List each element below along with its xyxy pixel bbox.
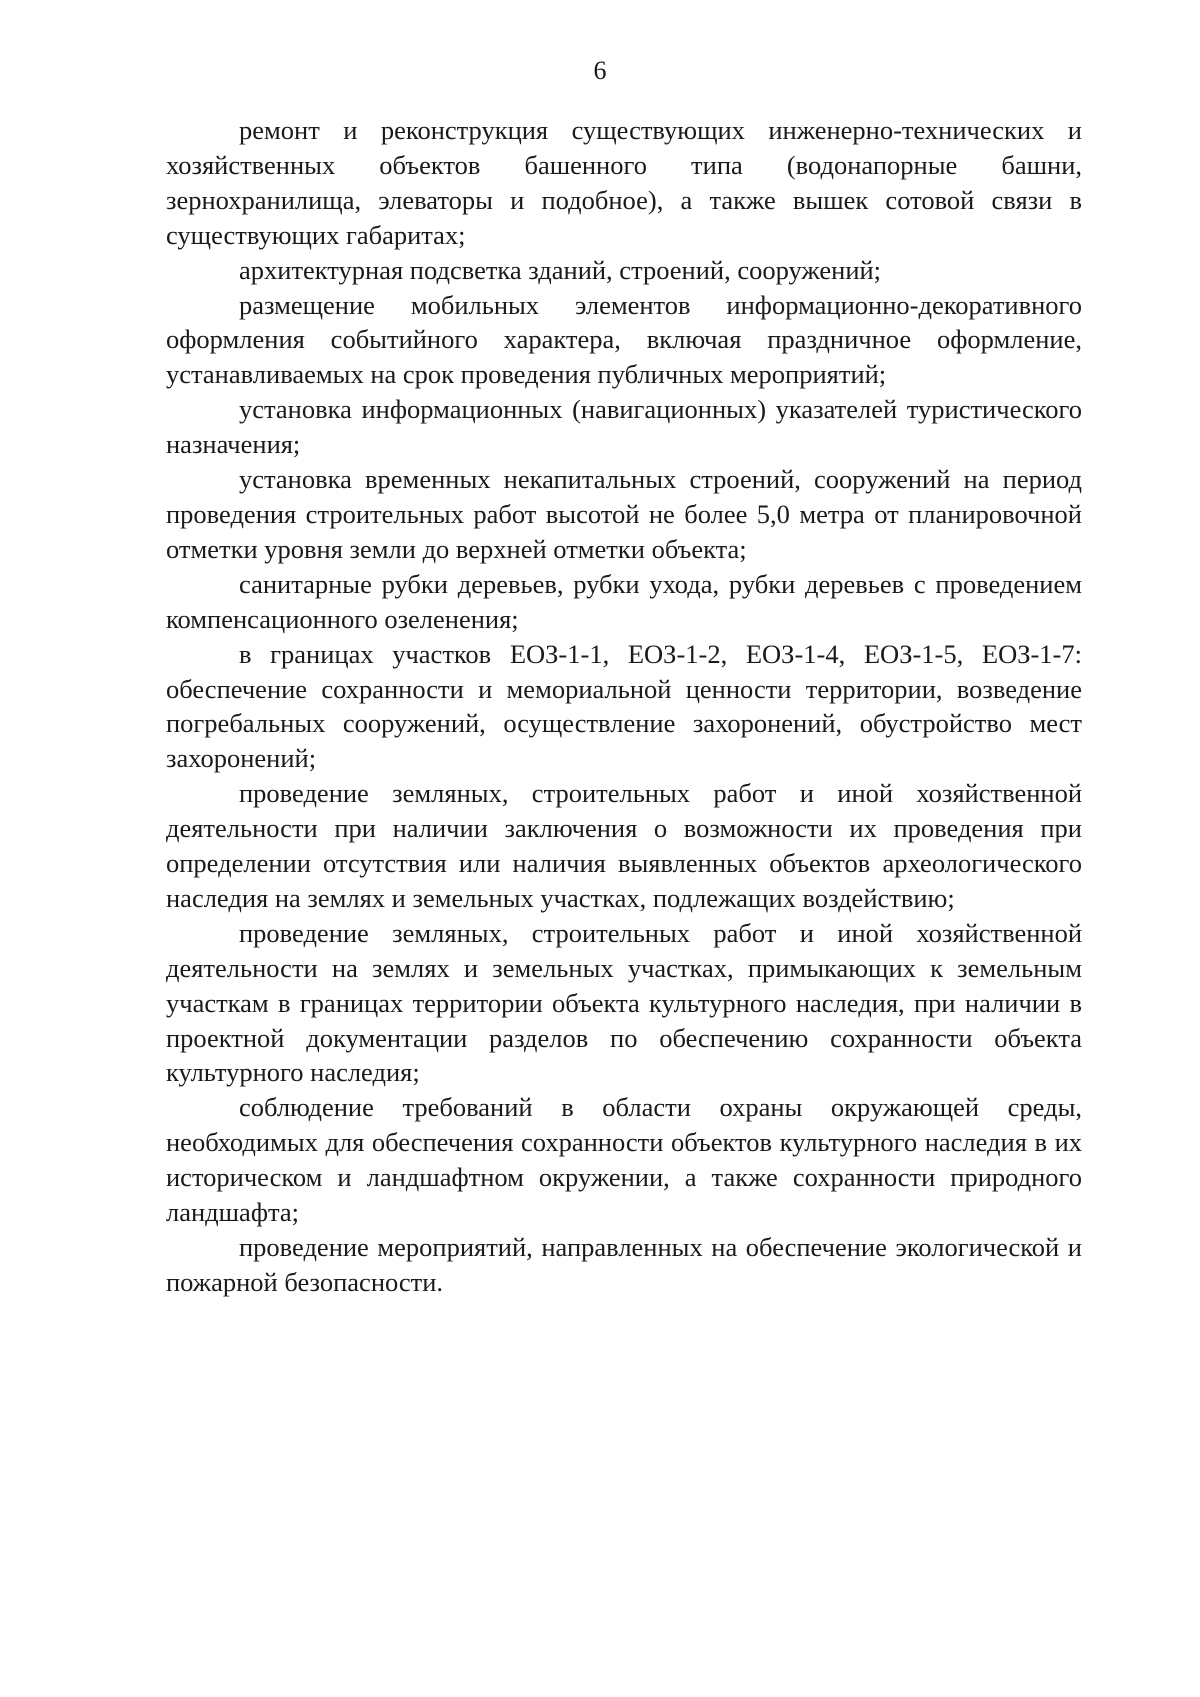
paragraph-archaeology-works: проведение земляных, строительных работ и иной хозяйственной деятельности при наличии заключения о возможности их проведения при определении отсутствия или наличия выявленных объектов археологического наследия на землях и земельных участках, подлежащих воздействию; — [166, 778, 1082, 913]
paragraph-safety-measures: проведение мероприятий, направленных на обеспечение экологической и пожарной безопасности. — [166, 1232, 1082, 1297]
paragraph-tower-repair: ремонт и реконструкция существующих инженерно-технических и хозяйственных объектов башенного типа (водонапорные башни, зернохранилища, элеваторы и подобное), а также вышек сотовой связи в существующих габаритах; — [166, 115, 1082, 250]
document-body — [166, 113, 1082, 1300]
paragraph-temporary-structures: установка временных некапитальных строений, сооружений на период проведения строительных работ высотой не более 5,0 метра от планировочной отметки уровня земли до верхней отметки объекта; — [166, 464, 1082, 564]
paragraph-burial-zones: в границах участков ЕОЗ-1-1, ЕОЗ-1-2, ЕОЗ-1-4, ЕОЗ-1-5, ЕОЗ-1-7: обеспечение сохранности и мемориальной ценности территории, возведение погребальных сооружений, осуществление захоронений, обустройство мест захоронений; — [166, 638, 1082, 774]
paragraph-environment-protection: соблюдение требований в области охраны окружающей среды, необходимых для обеспечения сохранности объектов культурного наследия в их историческом и ландшафтном окружении, а также сохранности природного ландшафта; — [166, 1092, 1082, 1228]
paragraph-sanitary-felling: санитарные рубки деревьев, рубки ухода, рубки деревьев с проведением компенсационного озеленения; — [166, 568, 1082, 634]
page-number: 6 — [593, 56, 607, 85]
paragraph-architectural-lighting: архитектурная подсветка зданий, строений, сооружений; — [239, 254, 882, 285]
paragraph-tourist-signs: установка информационных (навигационных) указателей туристического назначения; — [166, 394, 1082, 460]
paragraph-adjacent-works: проведение земляных, строительных работ и иной хозяйственной деятельности на землях и земельных участках, примыкающих к земельным участкам в границах территории объекта культурного наследия, при наличии в проектной документации разделов по обеспечению сохранности объекта культурного наследия; — [166, 917, 1082, 1088]
paragraph-mobile-decor: размещение мобильных элементов информационно-декоративного оформления событийного характера, включая праздничное оформление, устанавливаемых на срок проведения публичных мероприятий; — [166, 289, 1082, 390]
